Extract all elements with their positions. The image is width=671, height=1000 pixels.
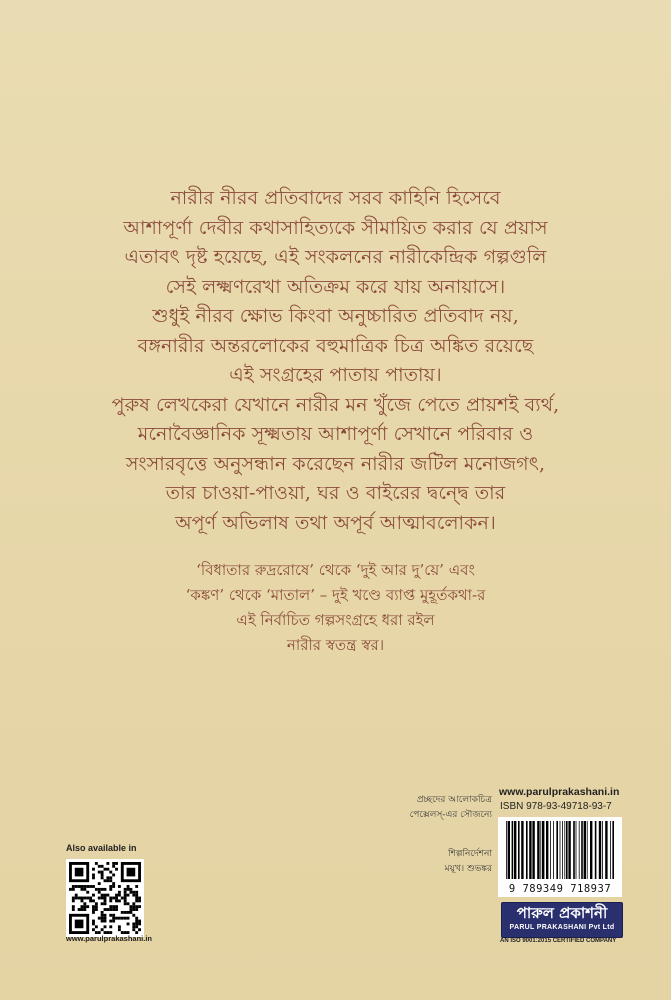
blurb-line: এই নির্বাচিত গল্পসংগ্রহে ধরা রইল	[236, 611, 435, 629]
blurb-line: বঙ্গনারীর অন্তরলোকের বহুমাত্রিক চিত্র অঙ্কিত রয়েছে	[137, 334, 534, 357]
cover-photo-source: পেক্সেলস্-এর সৌজন্যে	[409, 810, 492, 820]
blurb-line: নারীর স্বতন্ত্র স্বর।	[286, 636, 385, 654]
publisher-website: www.parulprakashani.in	[499, 786, 620, 798]
blurb-line: শুধুই নীরব ক্ষোভ কিংবা অনুচ্চারিত প্রতিবাদ নয়,	[152, 305, 519, 327]
qr-code-graphic	[69, 862, 141, 934]
also-available-label: Also available in	[66, 843, 137, 853]
barcode-number: 9 789349 718937	[508, 883, 612, 895]
blurb-paragraph-2	[60, 558, 611, 658]
qr-website: www.parulprakashani.in	[66, 934, 152, 943]
blurb-line: ‘বিধাতার রুদ্ররোষে’ থেকে ‘দুই আর দু’য়ে’ এবং	[196, 561, 475, 579]
blurb-line: সংসারবৃত্তে অনুসন্ধান করেছেন নারীর জটিল মনোজগৎ,	[125, 452, 546, 475]
blurb-line: মনোবৈজ্ঞানিক সূক্ষ্মতায় আশাপূর্ণা সেখানে পরিবার ও	[137, 423, 534, 445]
publisher-name-bengali: পারুল প্রকাশনী	[516, 904, 608, 922]
blurb-line: এতাবৎ দৃষ্ট হয়েছে, এই সংকলনের নারীকেন্দ্রিক গল্পগুলি	[124, 246, 547, 268]
barcode-graphic	[498, 817, 622, 883]
blurb-paragraph-1	[60, 184, 611, 538]
art-direction-names: ময়ূখ। শুভঙ্কর	[444, 864, 492, 874]
book-blurb	[60, 184, 611, 658]
publisher-logo	[501, 902, 623, 938]
blurb-line: তার চাওয়া-পাওয়া, ঘর ও বাইরের দ্বন্দ্বে তার	[165, 482, 506, 504]
blurb-line: আশাপূর্ণা দেবীর কথাসাহিত্যকে সীমায়িত করার যে প্রয়াস	[123, 216, 548, 239]
blurb-line: নারীর নীরব প্রতিবাদের সরব কাহিনি হিসেবে	[170, 187, 501, 209]
publisher-name-english: PARUL PRAKASHANI Pvt Ltd	[509, 924, 615, 931]
isbn: ISBN 978-93-49718-93-7	[500, 801, 612, 812]
isbn-barcode	[498, 817, 622, 897]
cover-photo-credit	[376, 793, 492, 823]
iso-certification: AN ISO 9001:2015 CERTIFIED COMPANY	[500, 938, 617, 944]
art-direction-credit	[376, 847, 492, 877]
blurb-line: সেই লক্ষ্মণরেখা অতিক্রম করে যায় অনায়াসে।	[165, 275, 506, 298]
qr-code[interactable]	[66, 859, 144, 937]
blurb-line: ‘কঙ্কণ’ থেকে ‘মাতাল’ – দুই খণ্ডে ব্যাপ্ত মুহূর্তকথা-র	[185, 586, 486, 604]
blurb-line: এই সংগ্রহের পাতায় পাতায়।	[229, 364, 442, 386]
blurb-line: অপূর্ণ অভিলাষ তথা অপূর্ব আত্মাবলোকন।	[175, 511, 496, 534]
cover-photo-label: প্রচ্ছদের আলোকচিত্র	[416, 795, 492, 805]
art-direction-label: শিল্পনির্দেশনা	[448, 849, 492, 859]
blurb-line: পুরুষ লেখকেরা যেখানে নারীর মন খুঁজে পেতে প্রায়শই ব্যর্থ,	[111, 393, 560, 416]
